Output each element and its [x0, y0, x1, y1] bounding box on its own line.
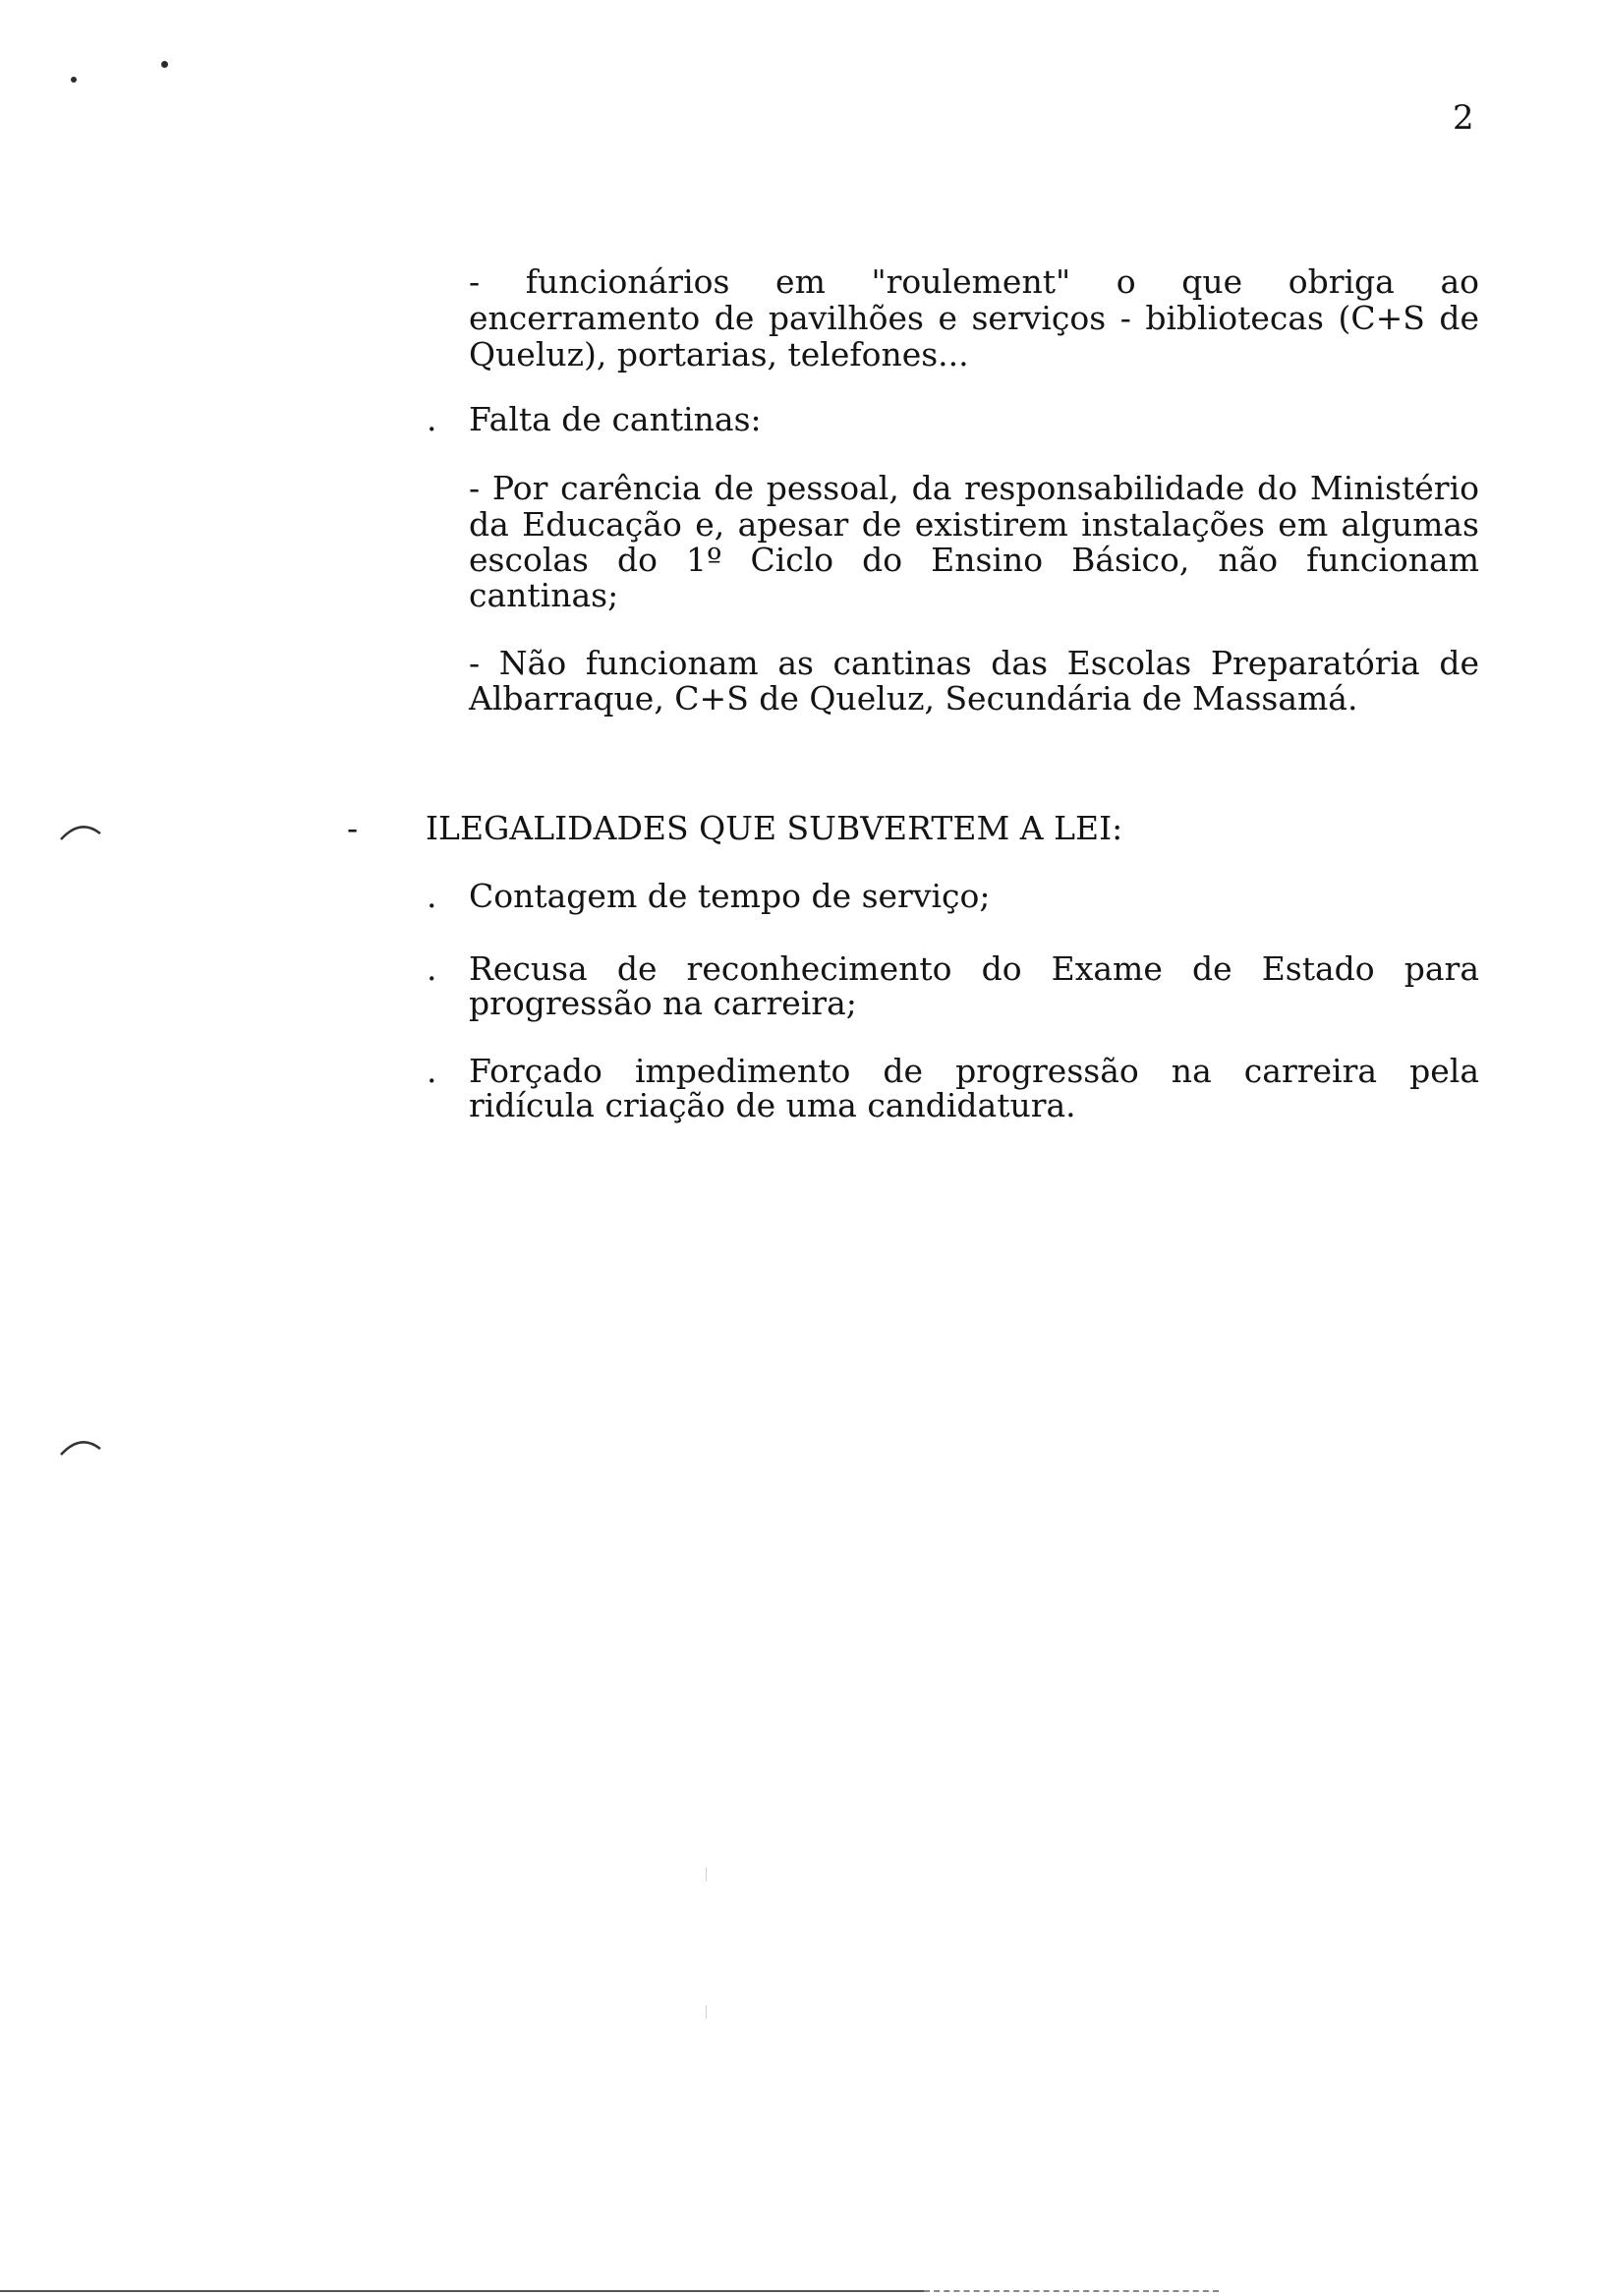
- text-line: escolas do 1º Ciclo do Ensino Básico, não funcionam: [469, 541, 1479, 579]
- bullet-text: ridícula criação de uma candidatura.: [469, 1086, 1076, 1124]
- text-line: Queluz), portarias, telefones...: [469, 335, 969, 373]
- bullet-text: progressão na carreira;: [469, 984, 857, 1022]
- text-line: encerramento de pavilhões e serviços - bibliotecas (C+S de: [469, 299, 1479, 337]
- bullet-text: Recusa de reconhecimento do Exame de Estado para: [469, 949, 1479, 988]
- bullet-text: Falta de cantinas:: [469, 400, 762, 438]
- bullet-marker: .: [427, 400, 437, 438]
- punch-hole-arc: [59, 1435, 102, 1459]
- page-number: 2: [1453, 98, 1474, 138]
- bullet-marker: .: [427, 1052, 437, 1090]
- heading-text: ILEGALIDADES QUE SUBVERTEM A LEI:: [426, 809, 1123, 847]
- scan-speck: [161, 61, 168, 68]
- text-line: - Por carência de pessoal, da responsabilidade do Ministério: [469, 469, 1479, 507]
- page-bottom-rule: [0, 2290, 924, 2292]
- bullet-text: Contagem de tempo de serviço;: [469, 877, 991, 915]
- page-bottom-rule: [924, 2290, 1219, 2292]
- scan-speck: [71, 77, 77, 83]
- scan-mark: [706, 1867, 707, 1881]
- heading-marker: -: [347, 809, 359, 847]
- punch-hole-arc: [59, 820, 102, 843]
- bullet-text: Forçado impedimento de progressão na carreira pela: [469, 1052, 1479, 1090]
- text-line: da Educação e, apesar de existirem instalações em algumas: [469, 505, 1479, 544]
- bullet-marker: .: [427, 949, 437, 988]
- bullet-marker: .: [427, 877, 437, 915]
- text-line: - Não funcionam as cantinas das Escolas Preparatória de: [469, 644, 1479, 682]
- text-line: cantinas;: [469, 576, 619, 614]
- scan-mark: [706, 2005, 707, 2019]
- text-line: Albarraque, C+S de Queluz, Secundária de Massamá.: [469, 679, 1358, 718]
- text-line: - funcionários em "roulement" o que obriga ao: [469, 262, 1479, 301]
